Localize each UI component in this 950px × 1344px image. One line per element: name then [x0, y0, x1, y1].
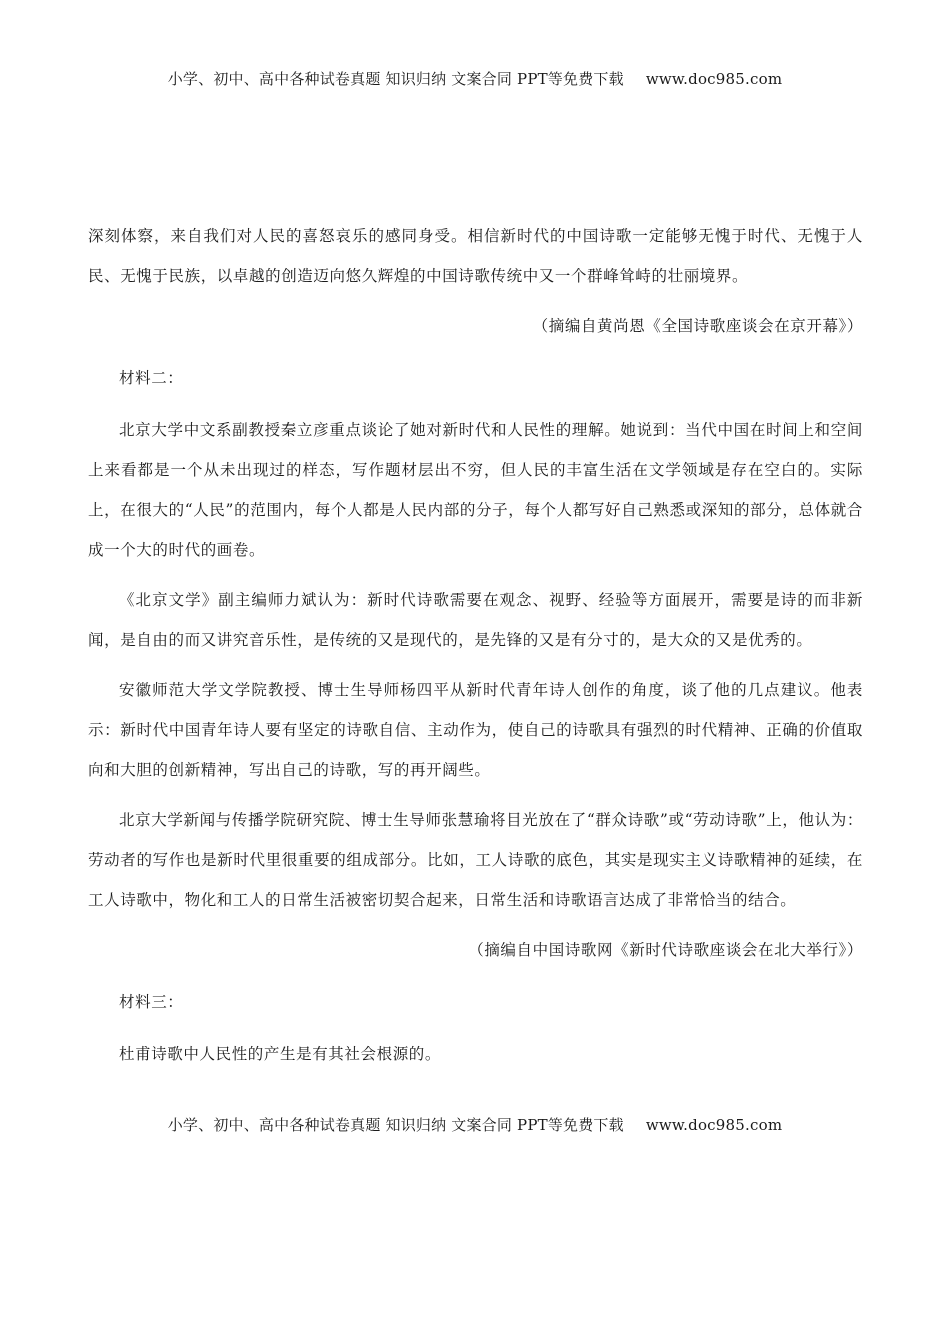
source-citation-1: （摘编自黄尚恩《全国诗歌座谈会在京开幕》） — [532, 317, 863, 335]
section-heading-material-3: 材料三： — [119, 993, 184, 1011]
paragraph-2-3: 安徽师范大学文学院教授、博士生导师杨四平从新时代青年诗人创作的角度，谈了他的几点建议。他表示：新时代中国青年诗人要有坚定的诗歌自信、主动作为，使自己的诗歌具有强烈的时代精神、正确的价值取向和大胆的创新精神，写出自己的诗歌，写的再开阔些。 — [88, 681, 863, 779]
page-header — [0, 68, 950, 89]
footer-site-link[interactable]: www.doc985.com — [645, 1116, 783, 1134]
header-text: 小学、初中、高中各种试卷真题 知识归纳 文案合同 PPT等免费下载 — [167, 70, 624, 88]
source-citation-2: （摘编自中国诗歌网《新时代诗歌座谈会在北大举行》） — [468, 941, 863, 959]
document-body — [88, 216, 863, 1084]
paragraph-3-1: 杜甫诗歌中人民性的产生是有其社会根源的。 — [119, 1045, 442, 1063]
paragraph-2-2: 《北京文学》副主编师力斌认为：新时代诗歌需要在观念、视野、经验等方面展开，需要是诗的而非新闻，是自由的而又讲究音乐性，是传统的又是现代的，是先锋的又是有分寸的，是大众的又是优秀的。 — [88, 591, 863, 649]
paragraph-continuation: 深刻体察，来自我们对人民的喜怒哀乐的感同身受。相信新时代的中国诗歌一定能够无愧于时代、无愧于人民、无愧于民族，以卓越的创造迈向悠久辉煌的中国诗歌传统中又一个群峰耸峙的壮丽境界。 — [88, 227, 863, 285]
paragraph-2-4: 北京大学新闻与传播学院研究院、博士生导师张慧瑜将目光放在了“群众诗歌”或“劳动诗歌”上，他认为：劳动者的写作也是新时代里很重要的组成部分。比如，工人诗歌的底色，其实是现实主义诗歌精神的延续，在工人诗歌中，物化和工人的日常生活被密切契合起来，日常生活和诗歌语言达成了非常恰当的结合。 — [88, 811, 863, 909]
section-heading-material-2: 材料二： — [119, 369, 184, 387]
page-footer — [0, 1114, 950, 1135]
header-site-link[interactable]: www.doc985.com — [645, 70, 783, 88]
paragraph-2-1: 北京大学中文系副教授秦立彦重点谈论了她对新时代和人民性的理解。她说到：当代中国在时间上和空间上来看都是一个从未出现过的样态，写作题材层出不穷，但人民的丰富生活在文学领域是存在空白的。实际上，在很大的“人民”的范围内，每个人都是人民内部的分子，每个人都写好自己熟悉或深知的部分，总体就合成一个大的时代的画卷。 — [88, 421, 863, 559]
footer-text: 小学、初中、高中各种试卷真题 知识归纳 文案合同 PPT等免费下载 — [167, 1116, 624, 1134]
